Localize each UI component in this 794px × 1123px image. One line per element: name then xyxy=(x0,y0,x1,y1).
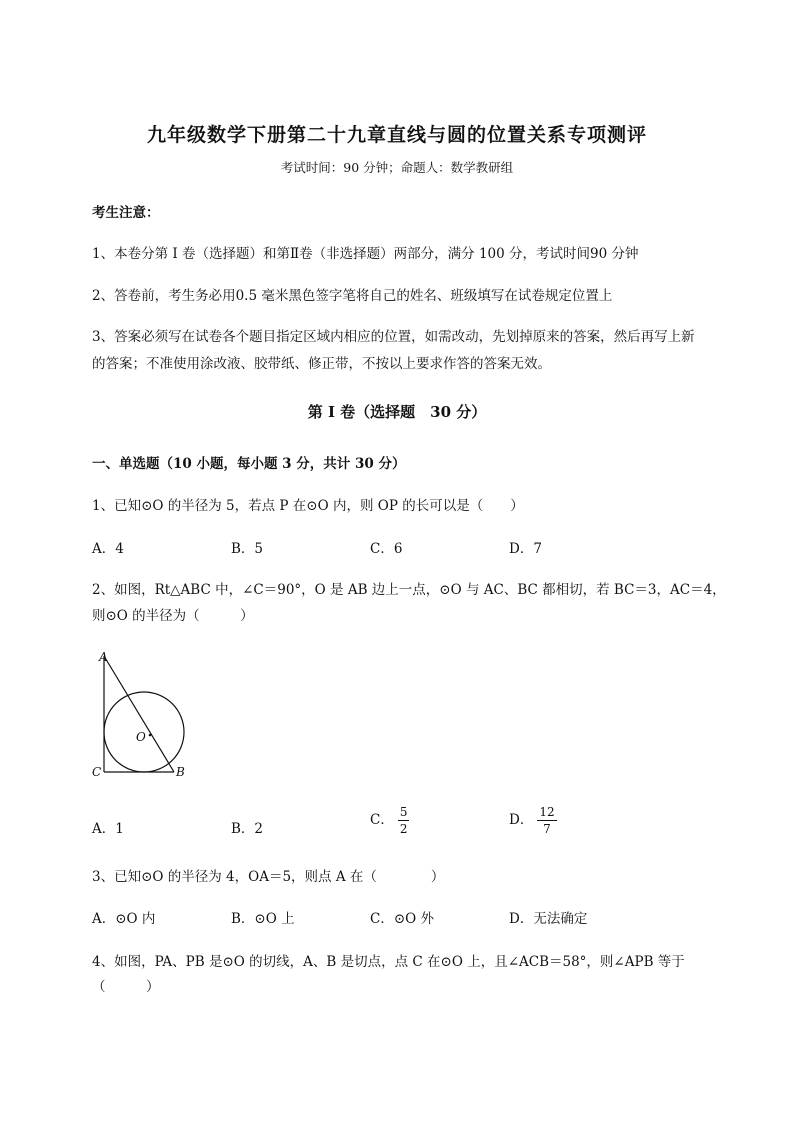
notice-heading: 考生注意： xyxy=(92,205,160,221)
q3-option-b[interactable]: B．⊙O 上 xyxy=(231,911,295,927)
triangle-circle-figure xyxy=(88,646,198,782)
notice-item-3: 3、答案必须写在试卷各个题目指定区域内相应的位置，如需改动，先划掉原来的答案，然后再写上新 xyxy=(92,329,695,345)
q2-option-d-prefix: D． xyxy=(509,812,534,828)
question-2-stem-line1: 2、如图，Rt△ABC 中，∠C＝90°，O 是 AB 边上一点，⊙O 与 AC、BC 都相切，若 BC＝3，AC＝4， xyxy=(92,582,726,598)
q2-option-c-prefix: C． xyxy=(370,812,394,828)
fraction-denominator: 2 xyxy=(399,822,408,836)
notice-item-3-cont: 的答案；不准使用涂改液、胶带纸、修正带，不按以上要求作答的答案无效。 xyxy=(92,356,551,372)
q1-option-a[interactable]: A．4 xyxy=(92,541,124,557)
label-b: B xyxy=(176,765,185,779)
question-4-stem-line2: （ ） xyxy=(92,979,160,995)
section-title: 第 I 卷（选择题 30 分） xyxy=(307,403,487,421)
q2-option-d-fraction xyxy=(537,806,556,835)
question-4-stem-line1: 4、如图，PA、PB 是⊙O 的切线，A、B 是切点，点 C 在⊙O 上，且∠ACB＝58°，则∠APB 等于 xyxy=(92,954,685,970)
notice-item-1: 1、本卷分第 I 卷（选择题）和第Ⅱ卷（非选择题）两部分，满分 100 分，考试时间90 分钟 xyxy=(92,246,639,262)
q2-option-a[interactable]: A．1 xyxy=(92,821,124,837)
q1-option-c[interactable]: C．6 xyxy=(370,541,403,557)
q2-option-d[interactable] xyxy=(509,806,557,835)
notice-item-2: 2、答卷前，考生务必用0.5 毫米黑色签字笔将自己的姓名、班级填写在试卷规定位置上 xyxy=(92,288,613,304)
label-c: C xyxy=(92,765,102,779)
question-2-stem-line2: 则⊙O 的半径为（ ） xyxy=(92,608,254,624)
q2-option-c-fraction xyxy=(398,806,410,835)
q2-option-c[interactable] xyxy=(370,806,409,835)
q3-option-c[interactable]: C．⊙O 外 xyxy=(370,911,434,927)
q2-option-b[interactable]: B．2 xyxy=(231,821,264,837)
exam-info: 考试时间：90 分钟；命题人：数学教研组 xyxy=(280,160,514,175)
fraction-numerator: 5 xyxy=(399,805,408,819)
center-o-point xyxy=(149,734,152,737)
q3-option-a[interactable]: A．⊙O 内 xyxy=(92,911,156,927)
q3-option-d[interactable]: D．无法确定 xyxy=(509,911,588,927)
fraction-denominator: 7 xyxy=(543,822,551,836)
question-1-stem: 1、已知⊙O 的半径为 5，若点 P 在⊙O 内，则 OP 的长可以是（ ） xyxy=(92,498,524,514)
question-3-stem: 3、已知⊙O 的半径为 4，OA＝5，则点 A 在（ ） xyxy=(92,869,445,885)
part-title: 一、单选题（10 小题，每小题 3 分，共计 30 分） xyxy=(92,456,406,472)
side-ab xyxy=(104,656,174,772)
label-a: A xyxy=(99,650,108,664)
q1-option-d[interactable]: D．7 xyxy=(509,541,542,557)
q1-option-b[interactable]: B．5 xyxy=(231,541,264,557)
page-title: 九年级数学下册第二十九章直线与圆的位置关系专项测评 xyxy=(146,124,647,146)
label-o: O xyxy=(136,730,146,744)
fraction-numerator: 12 xyxy=(539,805,555,819)
